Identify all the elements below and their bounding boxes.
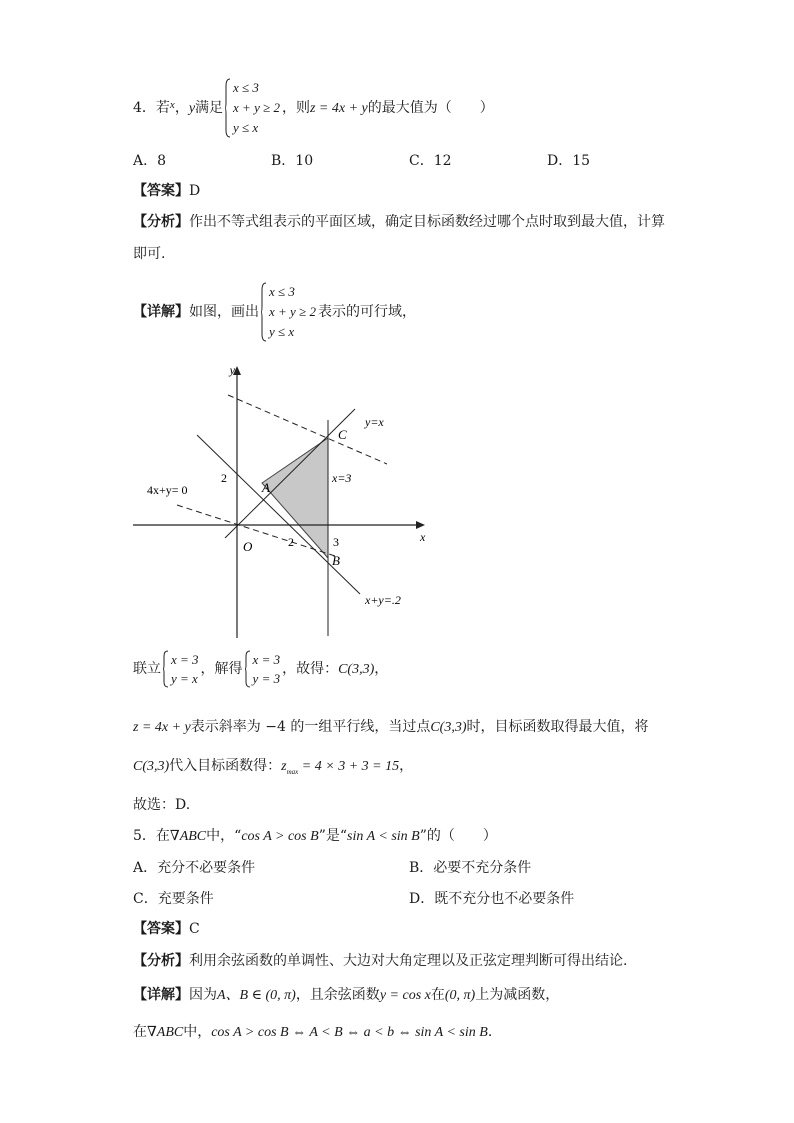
brace-icon (163, 650, 169, 688)
label-4x-plus-y: 4x+y= 0 (147, 483, 188, 497)
q5-option-c[interactable]: C．充要条件 (133, 891, 214, 907)
var-x: x (169, 99, 175, 111)
brace-icon (245, 650, 251, 688)
label-x-eq-3: x=3 (332, 471, 352, 485)
brace-icon (261, 282, 267, 342)
q4-solve: 联立 x = 3 y = x ，解得 x = 3 y = 3 ，故得：C(3,3)， (133, 652, 389, 686)
q4-option-c[interactable]: C．12 (409, 153, 452, 169)
point-c-label: C (338, 427, 347, 442)
tick-x-3: 3 (333, 535, 339, 549)
q5-option-b[interactable]: B．必要不充分条件 (409, 860, 532, 876)
solve-system-1: x = 3 y = x (163, 650, 199, 688)
tick-y-2: 2 (221, 471, 227, 485)
q5-detail: 【详解】因为A、B ∈ (0, π)，且余弦函数y = cos x在(0, π)上为减函数， (133, 987, 560, 1003)
point-a-label: A (262, 480, 270, 495)
q5-option-a[interactable]: A．充分不必要条件 (133, 860, 256, 876)
constraint-system: x ≤ 3 x + y ≥ 2 y ≤ x (225, 78, 280, 138)
q4-option-d[interactable]: D．15 (547, 153, 591, 169)
q5-stem: 5．在∇ABC中，“cos A > cos B”是“sin A < sin B”的（ ） (133, 828, 497, 844)
q5-conclusion: 在∇ABC中，cos A > cos B ⇔ A < B ⇔ a < b ⇔ sin A < sin B. (133, 1024, 493, 1040)
line-x-plus-y-eq-2 (197, 435, 360, 594)
label-x-plus-y: x+y=.2 (365, 593, 401, 607)
solve-system-2: x = 3 y = 3 (245, 650, 281, 688)
q4-analysis: 【分析】作出不等式组表示的平面区域，确定目标函数经过哪个点时取到最大值，计算 (133, 214, 665, 230)
label-y-eq-x: y=x (365, 415, 384, 429)
q4-substitute: C(3,3)代入目标函数得：$z_{max} = 4 \times 3 + 3 = 15$， (133, 758, 414, 776)
objective-function: z = 4x + y (309, 101, 368, 116)
q4-detail: 【详解】如图，画出 x ≤ 3 x + y ≥ 2 y ≤ x 表示的可行域， (133, 282, 416, 342)
q4-analysis-cont: 即可. (133, 246, 166, 262)
q4-line-explain: z = 4x + y表示斜率为 −4 的一组平行线，当过点C(3,3)时，目标函数取得最大值，将 (133, 719, 649, 735)
origin-label: O (243, 539, 253, 554)
q4-stem: 4．若$^x$，y满足 x ≤ 3 x + y ≥ 2 y ≤ x ，则z = 4x + y的最大值为（ ） (133, 78, 494, 138)
y-axis-label: y (229, 363, 235, 377)
x-axis-arrow-icon (416, 521, 425, 529)
feasible-region-graph (125, 358, 445, 648)
point-b-label: B (332, 553, 340, 568)
feasible-region (262, 438, 328, 558)
brace-icon (225, 78, 231, 138)
q5-option-d[interactable]: D．既不充分也不必要条件 (409, 891, 575, 907)
x-axis-label: x (420, 530, 426, 544)
tick-x-2: 2 (288, 535, 294, 549)
q5-analysis: 【分析】利用余弦函数的单调性、大边对大角定理以及正弦定理判断可得出结论. (133, 953, 628, 969)
q5-answer: 【答案】C (133, 921, 200, 937)
q4-option-b[interactable]: B．10 (271, 153, 314, 169)
q4-answer: 【答案】D (133, 183, 201, 199)
var-y: y (188, 101, 196, 116)
q4-choose: 故选：D. (133, 797, 191, 813)
constraint-system-repeat: x ≤ 3 x + y ≥ 2 y ≤ x (261, 282, 316, 342)
q4-option-a[interactable]: A．8 (133, 153, 167, 169)
